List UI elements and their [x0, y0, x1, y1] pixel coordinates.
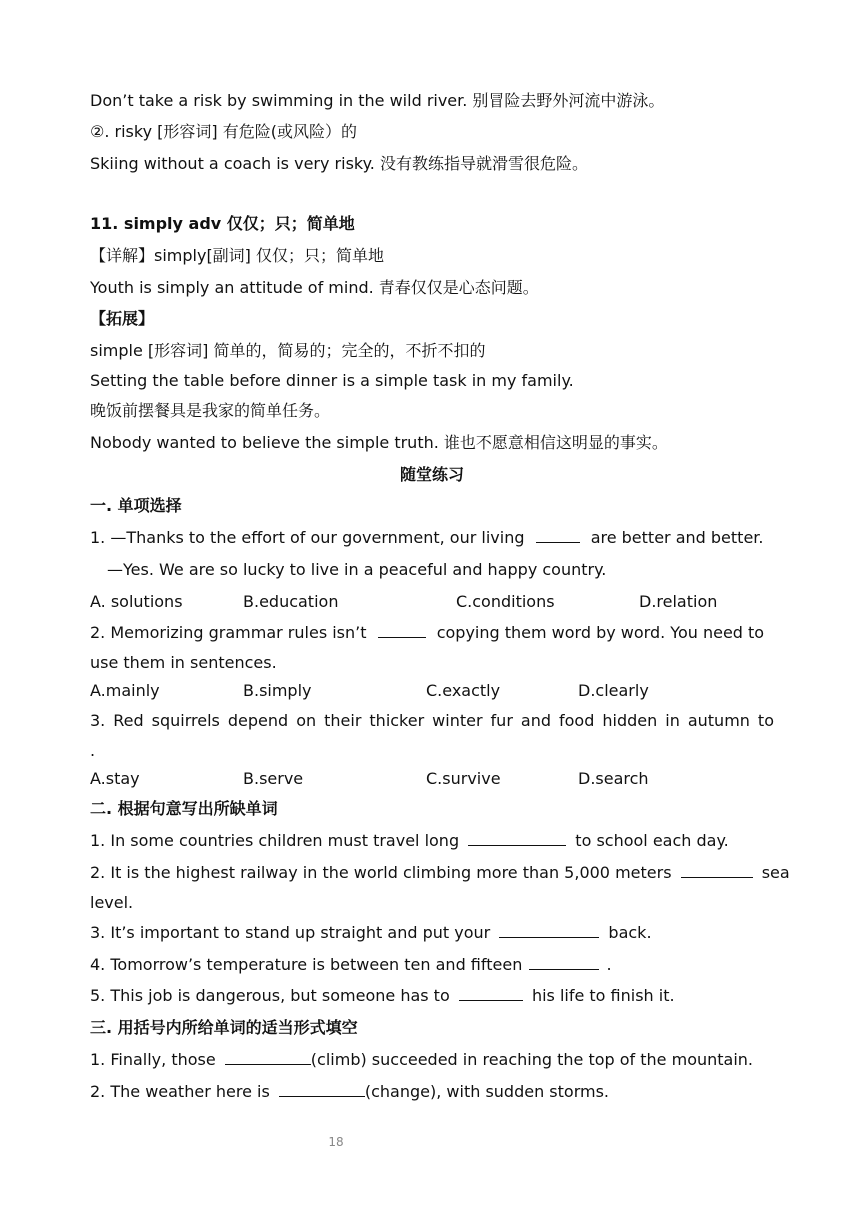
question [90, 527, 763, 549]
question-text: sea [761, 863, 790, 882]
question-text: 1. In some countries children must travel long [90, 831, 460, 850]
section-title: 一. 单项选择 [90, 496, 182, 515]
option-d[interactable]: D.relation [639, 592, 718, 611]
question-text: —Yes. We are so lucky to live in a peaceful and happy country. [107, 560, 607, 579]
answer-blank[interactable] [529, 954, 599, 970]
option-c[interactable]: C.exactly [426, 681, 501, 700]
question-text: 3. It’s important to stand up straight and put your [90, 923, 491, 942]
option-d[interactable]: D.clearly [578, 681, 649, 700]
question-text: . [606, 955, 612, 974]
question [90, 1081, 609, 1103]
answer-blank[interactable] [499, 922, 599, 938]
option-d[interactable]: D.search [578, 769, 649, 788]
question-text: level. [90, 893, 134, 912]
answer-blank[interactable] [279, 1081, 365, 1097]
answer-blank[interactable] [536, 527, 580, 543]
text-line: 晚饭前摆餐具是我家的简单任务。 [90, 401, 331, 420]
question-text: 2. The weather here is [90, 1082, 270, 1101]
text-line: Setting the table before dinner is a simple task in my family. [90, 371, 574, 390]
answer-blank[interactable] [681, 862, 753, 878]
option-b[interactable]: B.simply [243, 681, 312, 700]
question [90, 622, 764, 644]
option-b[interactable]: B.serve [243, 769, 304, 788]
section-title: 三. 用括号内所给单词的适当形式填空 [90, 1018, 358, 1037]
question-text: 3. Red squirrels depend on their thicker winter fur and food hidden in autumn to [90, 711, 774, 730]
question [90, 922, 652, 944]
question-text: 5. This job is dangerous, but someone has to [90, 986, 450, 1005]
option-c[interactable]: C.survive [426, 769, 501, 788]
question [90, 1049, 753, 1071]
option-c[interactable]: C.conditions [456, 592, 555, 611]
question-text: copying them word by word. You need to [436, 623, 765, 642]
section-heading: 11. simply adv 仅仅；只；简单地 [90, 214, 355, 233]
text-line: ②. risky [形容词] 有危险(或风险）的 [90, 122, 357, 141]
text-line: Youth is simply an attitude of mind. 青春仅仅是心态问题。 [90, 278, 539, 297]
answer-blank[interactable] [378, 622, 426, 638]
question-text: 2. Memorizing grammar rules isn’t [90, 623, 367, 642]
question-text: back. [608, 923, 652, 942]
question-text: (climb) succeeded in reaching the top of the mountain. [310, 1050, 754, 1069]
text-line: Skiing without a coach is very risky. 没有教练指导就滑雪很危险。 [90, 154, 588, 173]
question [90, 862, 790, 884]
question-text: use them in sentences. [90, 653, 277, 672]
text-line: simple [形容词] 简单的，简易的；完全的，不折不扣的 [90, 341, 486, 360]
option-a[interactable]: A.stay [90, 769, 140, 788]
question-text: (change), with sudden storms. [364, 1082, 610, 1101]
option-a[interactable]: A. solutions [90, 592, 183, 611]
section-title: 二. 根据句意写出所缺单词 [90, 799, 278, 818]
answer-blank[interactable] [468, 830, 566, 846]
option-b[interactable]: B.education [243, 592, 339, 611]
question-text: 1. Finally, those [90, 1050, 216, 1069]
question-text: 1. —Thanks to the effort of our government, our living [90, 528, 525, 547]
page-number: 18 [328, 1135, 344, 1149]
question-text: his life to finish it. [531, 986, 675, 1005]
question-text: 4. Tomorrow’s temperature is between ten and fifteen [90, 955, 523, 974]
answer-blank[interactable] [459, 985, 523, 1001]
question [90, 830, 729, 852]
text-line: 【详解】simply[副词] 仅仅；只；简单地 [90, 246, 385, 265]
text-line: Nobody wanted to believe the simple truth. 谁也不愿意相信这明显的事实。 [90, 433, 668, 452]
answer-blank[interactable] [225, 1049, 311, 1065]
question-text: . [90, 741, 96, 760]
practice-title: 随堂练习 [399, 465, 464, 484]
option-a[interactable]: A.mainly [90, 681, 160, 700]
text-line: 【拓展】 [90, 309, 155, 328]
question-text: to school each day. [575, 831, 729, 850]
question-text: are better and better. [590, 528, 764, 547]
text-line: Don’t take a risk by swimming in the wild river. 别冒险去野外河流中游泳。 [90, 91, 665, 110]
question-text: 2. It is the highest railway in the world climbing more than 5,000 meters [90, 863, 672, 882]
question [90, 985, 675, 1007]
question [90, 954, 612, 976]
